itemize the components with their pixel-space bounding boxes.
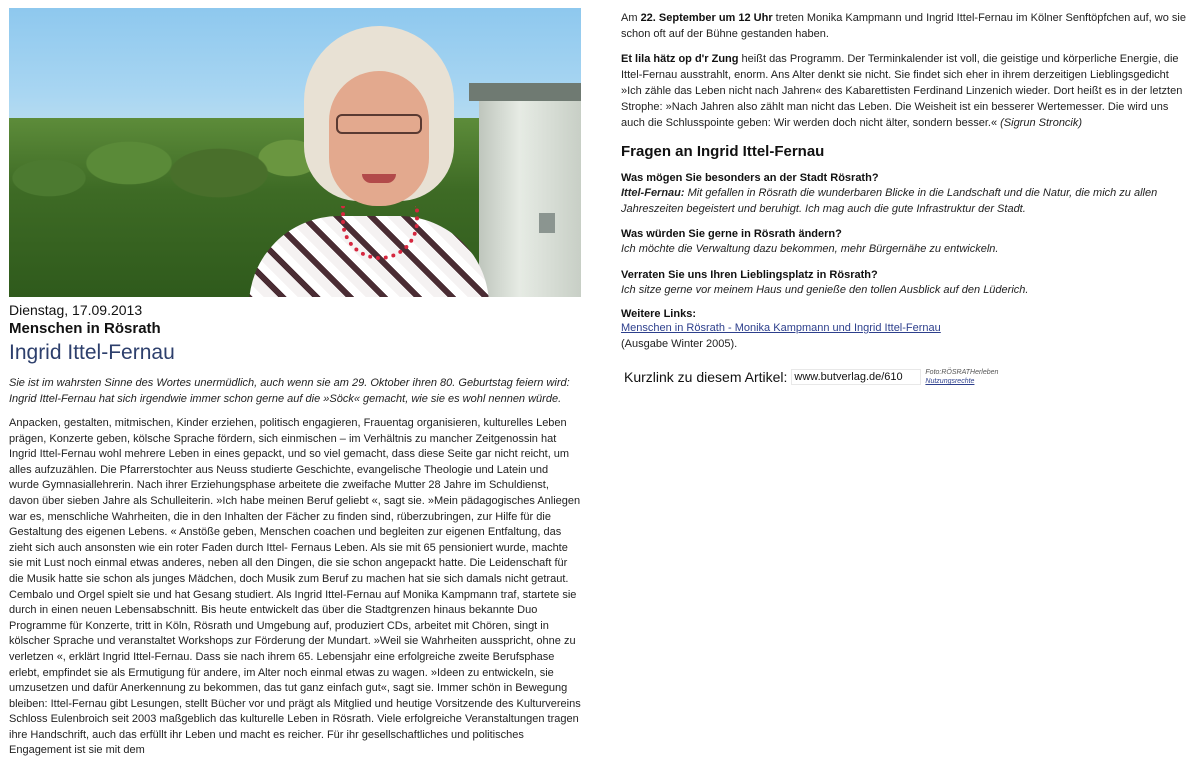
person-glasses xyxy=(336,114,422,134)
shortlink-field[interactable] xyxy=(791,369,921,385)
event-date: 22. September um 12 Uhr xyxy=(640,12,773,24)
usage-rights-link[interactable]: Nutzungsrechte xyxy=(925,378,975,385)
article-title: Ingrid Ittel-Fernau xyxy=(9,341,175,364)
article-left-column xyxy=(9,8,581,759)
article-lead: Sie ist im wahrsten Sinne des Wortes unermüdlich, auch wenn sie am 29. Oktober ihren 80. Geburtstag feiern wird: Ingrid Ittel-Fernau hat sich irgendwie immer schon gerne auf die »Söck« gemacht, wie sie es wohl nennen würde. xyxy=(9,377,570,405)
portrait-photo xyxy=(9,8,581,297)
question: Was würden Sie gerne in Rösrath ändern? xyxy=(621,228,842,240)
answer xyxy=(621,186,1191,217)
article-body: Anpacken, gestalten, mitmischen, Kinder erziehen, politisch engagieren, Frauentag organisieren, kulturelles Leben prägen, Konzerte geben, kölsche Sprache fördern, sich einmischen – im Verhältnis zu mancher Zeitgenossin hat Ingrid Ittel-Fernau wohl mehrere Leben in eines gepackt, und so viel gemacht, dass diese Seite gar nicht reicht, um alles aufzuzählen. Die Pfarrerstochter aus Neuss studierte Geschichte, evangelische Theologie und Latein und wurde Gymnasiallehrerin. Nach ihrer Erziehungsphase arbeitete die zweifache Mutter 28 Jahre im Schuldienst, davon über sieben Jahre als Schulleiterin. »Ich habe meinen Beruf geliebt «, sagt sie. »Mein pädagogisches Anliegen war es, menschliche Wahrheiten, die in den Inhalten der Fächer zu finden sind, rüberzubringen, zur Hilfe für die Gestaltung des eigenen Lebens. « Anstöße geben, Menschen coachen und begleiten zur eigenen Entfaltung, das zieht sich auch ansonsten wie ein roter Faden durch Ittel- Fernaus Leben. Als sie mit 65 pensioniert wurde, machte sie mit Lust noch einmal etwas anderes, neben all den Dingen, die sie schon angepackt hatte. Die Leidenschaft für die Musik hatte sie schon als junges Mädchen, doch Musik zum Beruf zu machen hat sie sich damals nicht getraut. Cembalo und Orgel spielt sie und hat Gesang studiert. Als Ingrid Ittel-Fernau auf Monika Kampmann traf, startete sie durch in einen neuen Lebensabschnitt. Bis heute entwickelt das über die Stadtgrenzen hinaus bekannte Duo Programme für Konzerte, tritt in Köln, Rösrath und Umgebung auf, produziert CDs, arbeitet mit Chören, singt in kölscher Sprache und veranstaltet Workshops zur Förderung der Mundart. »Weil sie Wahrheiten ausspricht, ohne zu verletzen «, erklärt Ingrid Ittel-Fernau. Dass sie nach ihrem 65. Lebensjahr eine erfolgreiche zweite Berufsphase erlebt, empfindet sie als Ermutigung für andere, im Alter noch einmal etwas zu wagen. »Ideen zu entwickeln, sie umzusetzen und dafür Anerkennung zu bekommen, das tut ganz einfach gut«, sagt sie. Immer schön in Bewegung bleiben: Ittel-Fernau gibt Lesungen, stellt Bücher vor und prägt als Mitglied und heutige Vorsitzende des Kulturvereins Schloss Eulenbroich seit 2003 maßgeblich das kulturelle Leben in Rösrath. Viele erfolgreiche Veranstaltungen tragen ihre Handschrift, auch das erfüllt ihr Leben und macht es reicher. Für ihr gesellschaftliches und politisches Engagement ist sie mit dem xyxy=(9,417,581,757)
article-right-column xyxy=(621,10,1191,386)
interview-heading: Fragen an Ingrid Ittel-Fernau xyxy=(621,143,825,160)
shortlink-label: Kurzlink zu diesem Artikel: xyxy=(624,369,788,385)
question: Verraten Sie uns Ihren Lieblingsplatz in Rösrath? xyxy=(621,268,878,281)
photo-credit-block xyxy=(925,368,998,386)
answer-text: Mit gefallen in Rösrath die wunderbaren Blicke in die Landschaft und die Natur, die mich zu allen Jahreszeiten begeistert und beruhigt. Ich mag auch die gute Infrastruktur der Stadt. xyxy=(621,187,1158,215)
event-paragraph xyxy=(621,10,1191,42)
answer: Ich sitze gerne vor meinem Haus und genieße den tollen Ausblick auf den Lüderich. xyxy=(621,283,1029,296)
person-smile xyxy=(362,174,396,183)
qa-item xyxy=(621,226,1191,258)
related-article-edition: (Ausgabe Winter 2005). xyxy=(621,338,738,350)
related-article-link[interactable]: Menschen in Rösrath - Monika Kampmann und Ingrid Ittel-Fernau xyxy=(621,322,941,334)
answer-speaker: Ittel-Fernau: xyxy=(621,187,685,199)
article-category: Menschen in Rösrath xyxy=(9,320,161,337)
links-heading: Weitere Links: xyxy=(621,308,696,320)
background-building xyxy=(479,93,581,297)
article-date: Dienstag, 17.09.2013 xyxy=(9,302,143,318)
qa-item xyxy=(621,267,1191,299)
program-text: heißt das Programm. Der Terminkalender ist voll, die geistige und körperliche Energie, die Ittel-Fernau ausstrahlt, enorm. Ans Alter denkt sie nicht. Sie findet sich eher in ihrem derzeitigen Lieblingsgedicht »Ich zähle das Leben nicht nach Jahren« des Kabarettisten Ferdinand Linzenich wieder. Dort heißt es in der letzten Strophe: »Nach Jahren also zählt man nicht das Leben. Die Weisheit ist ein besserer Wertemesser. Die wird uns auch die Schlusspointe geben: Wir werden doch nicht älter, sondern besser.« xyxy=(621,53,1183,129)
portrait-person xyxy=(249,26,489,297)
photo-credit: Foto:RÖSRATHerleben xyxy=(925,369,999,376)
program-paragraph xyxy=(621,51,1191,131)
qa-item xyxy=(621,170,1191,217)
building-window xyxy=(539,213,555,233)
shortlink-row xyxy=(624,368,1191,386)
answer: Ich möchte die Verwaltung dazu bekommen, mehr Bürgernähe zu entwickeln. xyxy=(621,243,999,255)
question: Was mögen Sie besonders an der Stadt Rösrath? xyxy=(621,172,879,184)
event-text: treten Monika Kampmann und Ingrid Ittel-Fernau im Kölner Senftöpfchen auf, wo sie schon oft auf der Bühne gestanden haben. xyxy=(621,12,1186,40)
person-face xyxy=(329,71,429,206)
program-title: Et lila hätz op d'r Zung xyxy=(621,53,739,65)
author-credit: (Sigrun Stroncik) xyxy=(1000,117,1083,129)
event-prefix: Am xyxy=(621,12,641,24)
